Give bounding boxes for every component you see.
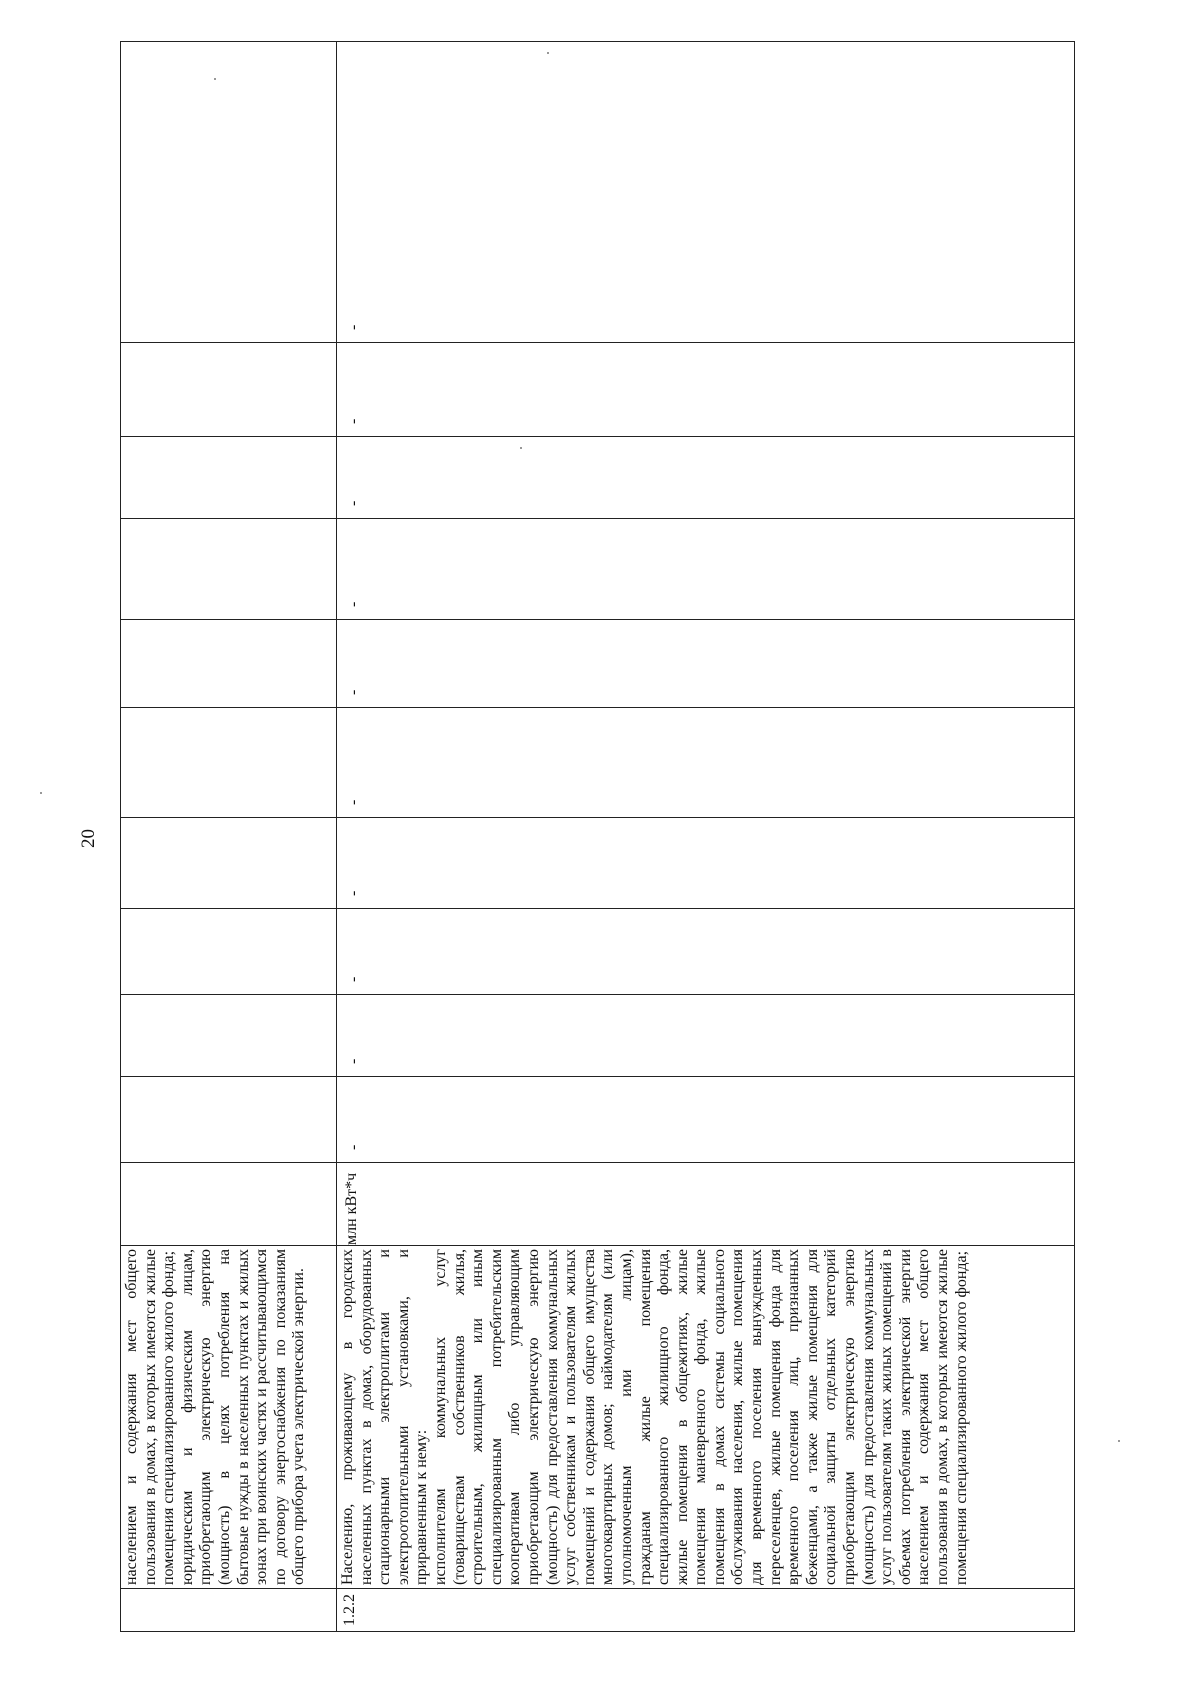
value-cell <box>121 620 337 708</box>
value-cell <box>121 818 337 909</box>
description-line: специализированного жилищного фонда, <box>655 1249 673 1585</box>
value-cell <box>121 708 337 818</box>
row-description <box>337 1246 1075 1589</box>
description-line: (мощность) в целях потребления на <box>215 1249 233 1585</box>
description-line: (мощность) для предоставления коммунальных <box>859 1249 877 1585</box>
value-cell: - <box>337 708 1075 818</box>
value-cell: - <box>337 909 1075 995</box>
rotated-table-wrapper <box>120 122 1075 1632</box>
scan-speck <box>1118 1440 1120 1442</box>
value-cell: - <box>337 343 1075 437</box>
description-line: населением и содержания мест общего <box>915 1249 933 1585</box>
value-cell: - <box>337 620 1075 708</box>
description-line: приобретающим электрическую энергию <box>841 1249 859 1585</box>
description-line: приравненным к нему: <box>413 1429 431 1585</box>
description-line: (товариществам собственников жилья, <box>450 1249 468 1585</box>
description-line: кооперативам либо управляющим <box>506 1249 524 1585</box>
description-line: специализированным потребительским <box>487 1249 505 1585</box>
description-line: стационарными электроплитами и <box>376 1249 394 1585</box>
description-line: бытовые нужды в населенных пунктах и жилых <box>234 1249 252 1585</box>
description-line: исполнителям коммунальных услуг <box>431 1249 449 1585</box>
description-line: помещения специализированного жилого фонда; <box>160 1250 178 1585</box>
value-cell <box>121 42 337 343</box>
description-line: населенных пунктах в домах, оборудованных <box>357 1249 375 1585</box>
description-line: электроотопительными установками, и <box>394 1249 412 1585</box>
value-cell <box>121 437 337 519</box>
scan-speck <box>40 792 42 794</box>
description-line: строительным, жилищным или иным <box>469 1249 487 1585</box>
description-line: зонах при воинских частях и рассчитывающимся <box>253 1249 271 1585</box>
description-line: временного поселения лиц, признанных <box>785 1249 803 1585</box>
description-line: услуг собственникам и пользователям жилых <box>562 1249 580 1585</box>
description-line: услуг пользователям таких жилых помещений в <box>878 1249 896 1585</box>
unit-cell: млн кВт*ч <box>337 1163 1075 1246</box>
description-line: по договору энергоснабжения по показаниям <box>271 1249 289 1585</box>
scan-speck <box>214 78 216 80</box>
value-cell: - <box>337 1077 1075 1163</box>
description-line: помещений и содержания общего имущества <box>580 1249 598 1585</box>
description-line: общего прибора учета электрической энергии. <box>290 1268 308 1585</box>
description-line: объемах потребления электрической энергии <box>896 1249 914 1585</box>
unit-cell <box>121 1163 337 1246</box>
value-cell: - <box>337 995 1075 1077</box>
scan-speck <box>520 447 522 449</box>
description-line: жилые помещения в общежитиях, жилые <box>673 1249 691 1585</box>
description-line: пользования в домах, в которых имеются жилые <box>934 1249 951 1585</box>
description-line: помещения маневренного фонда, жилые <box>692 1249 710 1585</box>
description-line: многоквартирных домов; наймодателям (или <box>599 1249 617 1585</box>
description-line: приобретающим электрическую энергию <box>524 1249 542 1585</box>
row-description <box>121 1246 337 1589</box>
description-line: помещения специализированного жилого фонда; <box>952 1250 970 1585</box>
value-cell: - <box>337 437 1075 519</box>
page-number: 20 <box>78 829 99 848</box>
value-cell <box>121 519 337 620</box>
description-line: уполномоченным ими лицам), <box>617 1249 635 1585</box>
description-line: для временного поселения вынужденных <box>748 1249 766 1585</box>
description-line: юридическим и физическим лицам, <box>178 1249 196 1585</box>
row-number: 1.2.2 <box>337 1589 1075 1632</box>
value-cell: - <box>337 519 1075 620</box>
value-cell <box>121 995 337 1077</box>
description-line: беженцами, а также жилые помещения для <box>803 1249 821 1585</box>
value-cell: - <box>337 818 1075 909</box>
value-cell <box>121 1077 337 1163</box>
tariff-table <box>120 41 1075 1632</box>
description-line: социальной защиты отдельных категорий <box>822 1249 840 1585</box>
table-row-1-2-2 <box>337 42 1075 1632</box>
table-row-continuation <box>121 42 337 1632</box>
description-line: обслуживания населения, жилые помещения <box>729 1249 747 1585</box>
scan-speck <box>547 52 549 54</box>
value-cell <box>121 343 337 437</box>
row-number <box>121 1589 337 1632</box>
description-line: переселенцев, жилые помещения фонда для <box>766 1249 784 1585</box>
description-line: помещения в домах системы социального <box>710 1249 728 1585</box>
description-line: Населению, проживающему в городских <box>339 1249 356 1585</box>
value-cell <box>121 909 337 995</box>
description-line: населением и содержания мест общего <box>123 1249 140 1585</box>
description-line: (мощность) для предоставления коммунальных <box>543 1249 561 1585</box>
description-line: пользования в домах, в которых имеются жилые <box>141 1249 159 1585</box>
description-line: гражданам жилые помещения <box>636 1249 654 1585</box>
value-cell: - <box>337 42 1075 343</box>
description-line: приобретающим электрическую энергию <box>197 1249 215 1585</box>
